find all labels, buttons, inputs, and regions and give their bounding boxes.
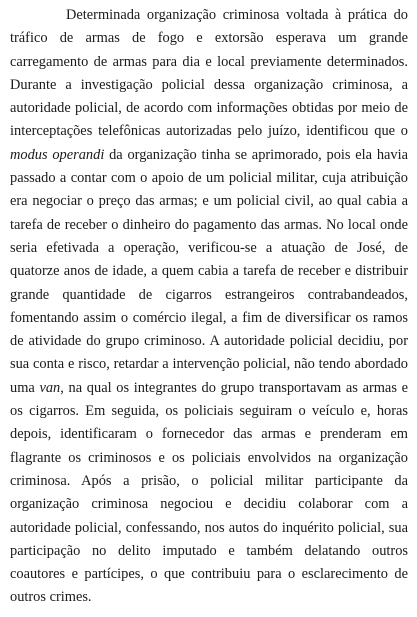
text-segment: Determinada organização criminosa voltada à prática do tráfico de armas de fogo e extorsão esperava um grande carregamento de armas para dia e local previamente determinados. Durante a investigação policial dessa organização criminosa, a autoridade policial, de acordo com informações obtidas por meio de interceptações telefônicas autorizadas pelo juízo, identificou que o [10,7,408,140]
italic-term-van: van [39,379,61,396]
case-description-paragraph [10,4,408,610]
text-segment: da organização tinha se aprimorado, pois ela havia passado a contar com o apoio de um policial militar, cuja atribuição era negociar o preço das armas; e um policial civil, ao qual cabia a tarefa de receber o dinheiro do pagamento das armas. No local onde seria efetivada a operação, verificou-se a atuação de José, de quatorze anos de idade, a quem cabia a tarefa de receber e distribuir grande quantidade de cigarros estrangeiros contrabandeados, fomentando assim o comércio ilegal, a fim de diversificar os ramos de atividade do grupo criminoso. A autoridade policial decidiu, por sua conta e risco, retardar a intervenção policial, não tendo abordado uma [10,146,409,396]
text-segment: , na qual os integrantes do grupo transportavam as armas e os cigarros. Em seguida, os policiais seguiram o veículo e, horas depois, identificaram o fornecedor das armas e prenderam em flagrante os criminosos e os policiais envolvidos na organização criminosa. Após a prisão, o policial militar participante da organização criminosa negociou e decidiu colaborar com a autoridade policial, confessando, nos autos do inquérito policial, sua participação no delito imputado e também delatando outros coautores e partícipes, o que contribuiu para o esclarecimento de outros crimes. [10,379,408,606]
italic-term-modus-operandi: modus operandi [10,146,105,163]
